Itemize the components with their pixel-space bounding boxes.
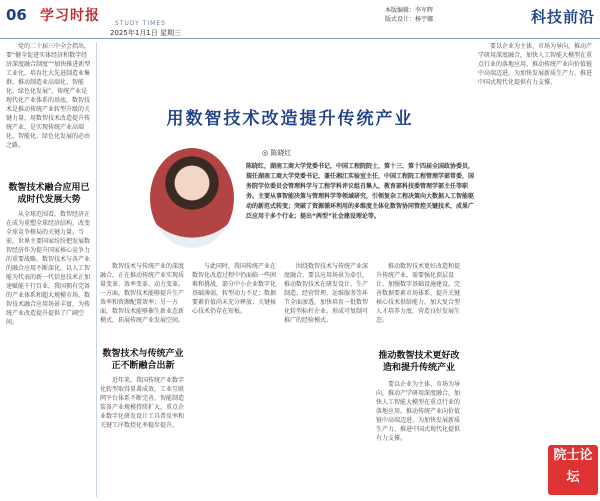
section-title: 科技前沿: [530, 8, 595, 26]
article-title: 用数智技术改造提升传统产业: [166, 109, 414, 129]
column-6: 要以企业为主体、市场为导向，推动产学研用深度融合，加快人工智能大模型在重点行业的落地应用，推动传统产业向价值链中高端迈进，为加快发展新质生产力、推进中国式现代化提供有力支撑。: [478, 43, 593, 86]
column-3: 与此同时，我国传统产业在数智化改造过程中仍面临一些困难和挑战，部分中小企业数字化基础薄弱，转型动力不足；数据要素价值尚未充分释放；关键核心技术仍存在短板。: [192, 263, 277, 315]
editor-line: 本版编辑：李军辉: [385, 7, 434, 14]
column-5-top: 推动数智技术更好改造和提升传统产业，需要强化顶层设计，加强数字基础设施建设，完善数据要素市场体系，提升关键核心技术供给能力，加大复合型人才培养力度，营造良好发展生态。: [376, 263, 461, 324]
author-photo: [150, 148, 234, 248]
author-name: ◎ 陈晓红: [262, 149, 292, 157]
column-2-bottom: 近年来，我国传统产业数字化转型取得显著成效，工业互联网平台体系不断完善，智能制造装备产业规模持续扩大，重点企业数字化研发设计工具普及率和关键工序数控化率稳步提升。: [100, 377, 185, 429]
page-number: 06: [6, 6, 27, 24]
subhead-1: 数智技术融合应用已成时代发展大势: [8, 183, 90, 205]
subhead-2: 数智技术与传统产业正不断融合出新: [102, 349, 184, 371]
newspaper-english-name: STUDY TIMES: [115, 20, 166, 27]
column-1-top: 党的二十届三中全会指出，要“健全促进实体经济和数字经济深度融合制度”“加快推进新型工业化，培育壮大先进制造业集群，推动制造业高端化、智能化、绿色化发展”。传统产业是现代化产业体系的基底，数智技术是推动传统产业转型升级的关键力量，用数智技术改造提升传统产业，是实现传统产业高端化、智能化、绿色化发展的必由之路。: [6, 43, 91, 149]
column-1-bottom: 从全球范围看，数智经济正在成为重塑全球经济结构、改变全球竞争格局的关键力量。当前，世界主要国家纷纷把发展数智经济作为提升国家核心竞争力的重要战略，数智技术与各产业的融合应用不断深化，以人工智能为代表的新一代信息技术正加速赋能千行百业。我国拥有完备的产业体系和超大规模市场，数智技术融合应用场景丰富，为传统产业改造提升提供了广阔空间。: [6, 211, 91, 326]
column-divider: [96, 42, 97, 497]
column-2-top: 数智技术与传统产业的深度融合，正在推动传统产业实现质量变革、效率变革、动力变革。一方面，数智技术能够提升生产效率和资源配置效率；另一方面，数智技术能够催生新业态新模式，拓展传统产业发展空间。: [100, 263, 185, 324]
author-bio: 陈晓红，湖南工商大学党委书记，中国工程院院士，第十三、第十四届全国政协委员，现任湖南工商大学党委书记，兼任湘江实验室主任，中国工程院工程管理学部常委，国务院学位委员会管理科学与工程学科评议组召集人，教育部科技委管理学部主任等职务。主要从事智能决策与管理科学等领域研究，引领复杂工程决策向大数据人工智能驱动的新范式转变；突破了资源循环利用的多维度主体化数智协同管控关键技术，成果广泛应用于多个行业；提出“两型”社会建设理论等。: [246, 163, 475, 220]
column-stamp: 院士论坛: [548, 445, 598, 495]
column-4: 围绕数智技术与传统产业深度融合，要以应用场景为牵引，推动数智技术在研发设计、生产制造、经营管理、运维服务等环节全面渗透，加快培育一批数智化转型标杆企业，形成可复制可推广的经验模式。: [284, 263, 369, 324]
subhead-3: 推动数智技术更好改造和提升传统产业: [378, 351, 460, 373]
issue-date: 2025年1月1日 星期三: [110, 29, 181, 37]
editor-info: [385, 6, 433, 24]
page-header: [0, 0, 600, 39]
newspaper-name: 学习时报: [40, 8, 100, 24]
designer-line: 版式设计：杨宇娜: [385, 16, 434, 23]
column-5-bottom: 要以企业为主体、市场为导向，推动产学研用深度融合，加快人工智能大模型在重点行业的落地应用，推动传统产业向价值链中高端迈进，为加快发展新质生产力、推进中国式现代化提供有力支撑。: [376, 381, 461, 442]
